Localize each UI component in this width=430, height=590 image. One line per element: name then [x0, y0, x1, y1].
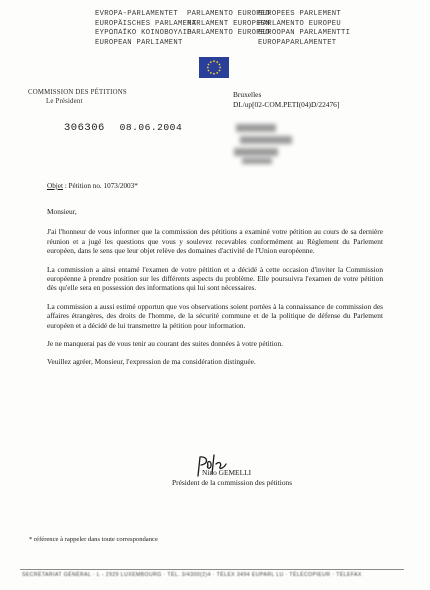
committee-block: [28, 88, 127, 106]
signer-title: Président de la commission des pétitions: [172, 477, 293, 487]
letterhead-line: PARLAMENT EUROPEEN: [187, 19, 271, 28]
received-stamp: [64, 122, 182, 134]
salutation: Monsieur,: [47, 207, 77, 216]
subject-label: Objet: [47, 182, 63, 190]
closing: Veuillez agréer, Monsieur, l'expression de ma considération distinguée.: [47, 357, 256, 367]
subject-line: [47, 182, 138, 190]
committee-role: Le Président: [46, 98, 83, 105]
letterhead-right: [258, 10, 350, 48]
footer-divider: [20, 569, 404, 570]
footer-text: SECRÉTARIAT GÉNÉRAL · L - 2929 LUXEMBOURG · TÉL. 3/4300(2)4 · TÉLEX 3494 EUPARL LU · TÉLÉCOPIEUR · TÉLEFAX: [22, 572, 362, 578]
subject-text: : Pétition no. 1073/2003*: [62, 182, 138, 190]
signer-block: [172, 468, 292, 488]
letterhead-left: [95, 10, 197, 48]
letterhead-line: PARLAMENTO EUROPEO: [187, 10, 271, 18]
stamp-date: 08.06.2004: [119, 122, 183, 133]
eu-flag-icon: [199, 57, 229, 78]
letterhead-line: PARLAMENTO EUROPEO: [187, 29, 271, 38]
letterhead-line: ΕΥΡΩΠΑΪΚΟ ΚΟΙΝΟΒΟΥΛΙΟ: [95, 29, 192, 38]
reference-number: DI./up[02-COM.PETI(04)D/22476]: [233, 100, 340, 109]
paragraph-4: Je ne manquerai pas de vous tenir au courant des suites données à votre pétition.: [47, 339, 283, 349]
stamp-number: 306306: [64, 122, 105, 134]
letterhead-line: EUROPEES PARLEMENT: [258, 10, 342, 18]
paragraph-1: J'ai l'honneur de vous informer que la commission des pétitions a examiné votre pétition au cours de sa dernière réunion et a jugé les questions que vous y soulevez recevables conformément au Règlement du Parlement européen, dans le sens que leur objet relève des domaines d'activité de l'Union européenne.: [47, 227, 383, 256]
committee-name: COMMISSION DES PÉTITIONS: [28, 89, 127, 96]
redacted-address: [232, 122, 294, 166]
letterhead-line: EUROPAPARLAMENTET: [258, 38, 337, 47]
place: Bruxelles: [233, 90, 262, 99]
paragraph-3: La commission a aussi estimé opportun que vos observations soient portées à la connaissance de commission des affaires étrangères, des droits de l'homme, de la sécurité commune et de la politique de défense du Parlement européen et a décidé de lui transmettre la pétition pour information.: [47, 301, 383, 330]
footer-address: [22, 572, 362, 578]
letterhead-line: EUROPÄISCHES PARLAMENT: [95, 19, 197, 28]
place-reference-block: [233, 90, 339, 110]
paragraph-2: La commission a ainsi entamé l'examen de votre pétition et a décidé à cette occasion d'inviter la Commission européenne à prendre position sur les différents aspects du problème. Elle poursuivra l'examen de votre pétition dès qu'elle sera en possession des informations qui lui sont nécessaires.: [47, 264, 383, 293]
letterhead-line: EVROPA-PARLAMENTET: [95, 10, 179, 18]
signer-name: Nino GEMELLI: [202, 468, 252, 477]
letterhead-line: EUROOPAN PARLAMENTTI: [258, 29, 351, 38]
footnote: * référence à rappeler dans toute correspondance: [29, 536, 158, 543]
letter-body: [47, 207, 383, 376]
letterhead-line: EUROPEAN PARLIAMENT: [95, 38, 183, 47]
letterhead-line: PARLAMENTO EUROPEU: [258, 19, 342, 28]
